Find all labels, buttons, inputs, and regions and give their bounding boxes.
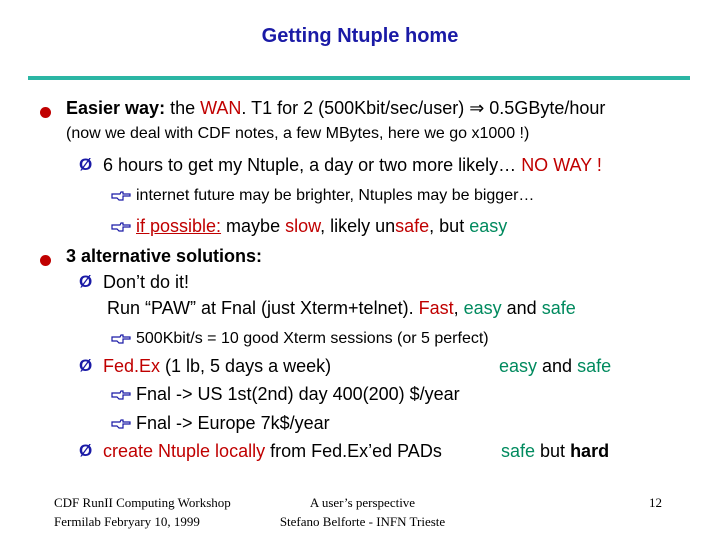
slow-text: slow	[285, 216, 321, 236]
hand-bandwidth: 500Kbit/s = 10 good Xterm sessions (or 5 perfect)	[136, 330, 489, 347]
pointing-hand-icon	[111, 416, 131, 434]
safe-text: safe	[541, 298, 576, 318]
arrow-marker-icon: Ø	[79, 441, 93, 460]
option-fedex: Fed.Ex (1 lb, 5 days a week)	[103, 356, 332, 376]
safe-text: safe	[395, 216, 430, 236]
easy-text: easy	[463, 298, 502, 318]
pointing-hand-icon	[111, 219, 131, 237]
page-number: 12	[649, 495, 662, 510]
option-create-locally: create Ntuple locally from Fed.Ex’ed PADs	[103, 441, 442, 461]
no-way-text: NO WAY !	[521, 155, 602, 175]
footer-author: Stefano Belforte - INFN Trieste	[279, 514, 446, 529]
bullet-alternatives: 3 alternative solutions:	[66, 246, 263, 266]
bullet-note: (now we deal with CDF notes, a few MBytes, here we go x1000 !)	[66, 125, 530, 142]
pointing-hand-icon	[111, 188, 131, 206]
easy-text: easy	[469, 216, 508, 236]
bullet-dot	[40, 104, 51, 122]
footer-workshop: CDF RunII Computing Workshop	[54, 495, 231, 510]
sub-six-hours: 6 hours to get my Ntuple, a day or two more likely… NO WAY !	[103, 155, 602, 175]
lead-text: Easier way:	[66, 98, 166, 118]
bullet-dot	[40, 252, 51, 270]
fedex-rating: easy and safe	[499, 356, 612, 376]
arrow-marker-icon: Ø	[79, 155, 93, 174]
hand-if-possible: if possible: maybe slow, likely unsafe, but easy	[136, 216, 508, 236]
hand-fnal-europe: Fnal -> Europe 7k$/year	[136, 413, 330, 433]
option-run-paw: Run “PAW” at Fnal (just Xterm+telnet). Fast, easy and safe	[107, 298, 576, 318]
if-possible-text: if possible:	[136, 216, 222, 236]
bullet-easier-way: Easier way: the WAN. T1 for 2 (500Kbit/sec/user) ⇒ 0.5GByte/hour	[66, 98, 606, 118]
arrow-marker-icon: Ø	[79, 356, 93, 375]
slide-title: Getting Ntuple home	[261, 25, 459, 47]
footer-perspective: A user’s perspective	[309, 495, 416, 510]
pointing-hand-icon	[111, 331, 131, 349]
wan-text: WAN	[200, 98, 242, 118]
create-locally-text: create Ntuple locally	[103, 441, 266, 461]
implies-arrow: ⇒	[469, 98, 485, 118]
hand-fnal-us: Fnal -> US 1st(2nd) day 400(200) $/year	[136, 384, 460, 404]
fast-text: Fast	[418, 298, 454, 318]
pointing-hand-icon	[111, 387, 131, 405]
hand-internet-future: internet future may be brighter, Ntuples may be bigger…	[136, 187, 535, 204]
fedex-text: Fed.Ex	[103, 356, 161, 376]
footer-date: Fermilab Febryary 10, 1999	[54, 514, 200, 529]
arrow-marker-icon: Ø	[79, 272, 93, 291]
title-underline	[28, 76, 690, 80]
option-dont-do-it: Don’t do it!	[103, 272, 190, 292]
create-rating: safe but hard	[501, 441, 610, 461]
hard-text: hard	[570, 441, 610, 461]
